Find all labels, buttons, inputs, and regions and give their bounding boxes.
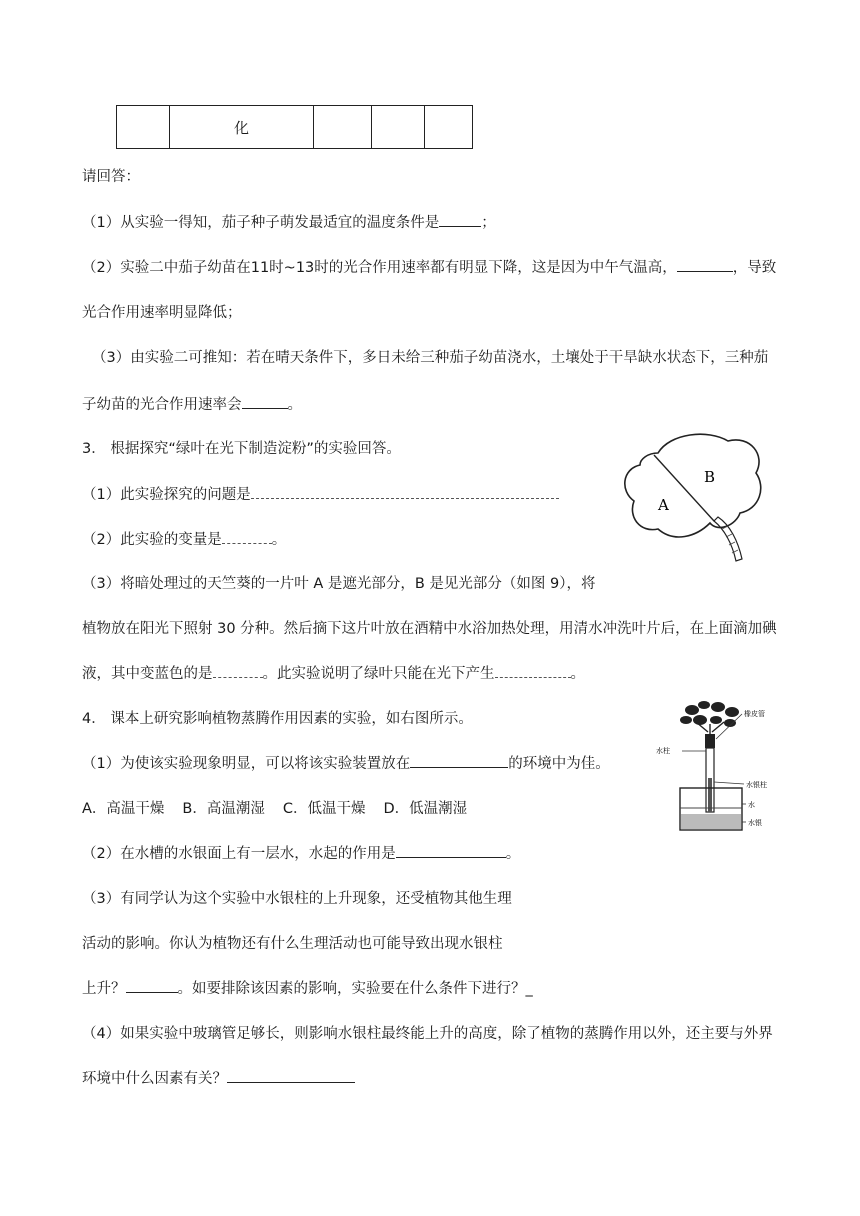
intro-text: 请回答： (82, 169, 140, 185)
question-1 (82, 211, 496, 232)
problem-4-sub-4-line-2 (82, 1067, 355, 1088)
answer-blank[interactable] (126, 992, 178, 993)
question-3-cont-text: 子幼苗的光合作用速率会 (82, 397, 242, 413)
problem-4-sub-2 (82, 842, 520, 863)
question-3-text: （3）由实验二可推知：若在晴天条件下，多日未给三种茄子幼苗浇水，土壤处于干旱缺水状态下，三种茄 (92, 350, 769, 366)
problem-3-sub-3-line-3 (82, 662, 585, 683)
table-row (117, 106, 473, 149)
table-cell: 化 (170, 106, 314, 149)
answer-blank[interactable] (242, 408, 288, 409)
problem-4-sub-2-text: （2）在水槽的水银面上有一层水，水起的作用是 (82, 846, 396, 862)
plant-leaves (680, 701, 739, 727)
label-water-column: 水柱 (656, 747, 670, 755)
experiment-table (116, 105, 473, 149)
label-a: A (658, 496, 669, 514)
problem-3-line-3a: 液，其中变蓝色的是 (82, 666, 213, 682)
problem-4-sub-3: （3）有同学认为这个实验中水银柱的上升现象，还受植物其他生理 (82, 891, 512, 907)
problem-3-sub-1-text: （1）此实验探究的问题是 (82, 487, 251, 503)
label-water: 水 (748, 801, 755, 809)
label-mercury: 水银 (748, 819, 762, 827)
problem-4-sub-4: （4）如果实验中玻璃管足够长，则影响水银柱最终能上升的高度，除了植物的蒸腾作用以外，还主要与外界 (82, 1026, 773, 1042)
problem-4-title: 4． 课本上研究影响植物蒸腾作用因素的实验，如右图所示。 (82, 711, 473, 727)
question-2-text: （2）实验二中茄子幼苗在11时~13时的光合作用速率都有明显下降，这是因为中午气温高， (82, 260, 677, 276)
leaf-stem (714, 517, 742, 561)
problem-4-sub-4-line-2-text: 环境中什么因素有关？ (82, 1071, 227, 1087)
answer-blank[interactable] (213, 677, 263, 678)
answer-blank[interactable] (251, 498, 559, 499)
problem-3-line-3c: 。 (570, 666, 585, 682)
answer-blank[interactable] (410, 767, 508, 768)
question-1-end: ； (481, 215, 496, 231)
problem-3-sub-2-end: 。 (271, 532, 287, 548)
option-d[interactable]: D．低温潮湿 (383, 801, 468, 817)
label-rubber-tube: 橡皮管 (744, 710, 765, 718)
answer-blank[interactable] (227, 1082, 355, 1083)
answer-blank[interactable] (439, 226, 481, 227)
option-a[interactable]: A．高温干燥 (82, 801, 165, 817)
problem-3-sub-2 (82, 528, 286, 549)
option-b[interactable]: B．高温潮湿 (182, 801, 265, 817)
table-cell (425, 106, 473, 149)
problem-3-sub-2-text: （2）此实验的变量是 (82, 532, 222, 548)
problem-4-line-3b: 。如要排除该因素的影响，实验要在什么条件下进行？_ (177, 981, 533, 997)
table-cell (372, 106, 425, 149)
problem-3-title: 3． 根据探究“绿叶在光下制造淀粉”的实验回答。 (82, 441, 401, 457)
problem-4-sub-1 (82, 752, 610, 773)
problem-4-sub-3-line-2: 活动的影响。你认为植物还有什么生理活动也可能导致出现水银柱 (82, 936, 503, 952)
problem-4-sub-2-end: 。 (505, 846, 521, 862)
answer-blank[interactable] (396, 857, 506, 858)
answer-blank[interactable] (495, 677, 571, 678)
problem-3-sub-3: （3）将暗处理过的天竺葵的一片叶 A 是遮光部分，B 是见光部分（如图 9），将 (82, 576, 596, 592)
label-b: B (704, 468, 716, 486)
table-cell (314, 106, 372, 149)
question-3-continuation (82, 393, 302, 414)
problem-3-line-3b: 。此实验说明了绿叶只能在光下产生 (262, 666, 495, 682)
problem-4-sub-3-line-3 (82, 977, 533, 998)
problem-4-sub-1-end: 的环境中为佳。 (508, 756, 610, 772)
question-1-text: （1）从实验一得知，茄子种子萌发最适宜的温度条件是 (82, 215, 440, 231)
problem-4-line-3a: 上升？ (82, 981, 126, 997)
rubber-tube (705, 734, 715, 748)
problem-4-options (82, 797, 485, 818)
mercury-layer (681, 814, 741, 829)
answer-blank[interactable] (222, 543, 272, 544)
problem-3-sub-3-line-2: 植物放在阳光下照射 30 分种。然后摘下这片叶放在酒精中水浴加热处理，用清水冲洗叶片后，在上面滴加碘 (82, 621, 777, 637)
question-3-end: 。 (287, 397, 302, 413)
mercury-column (708, 778, 712, 812)
problem-4-sub-1-text: （1）为使该实验现象明显，可以将该实验装置放在 (82, 756, 411, 772)
table-cell (117, 106, 170, 149)
question-2 (82, 256, 776, 277)
option-c[interactable]: C．低温干燥 (282, 801, 366, 817)
answer-blank[interactable] (677, 271, 733, 272)
problem-3-sub-1 (82, 483, 559, 504)
question-2-continuation: 光合作用速率明显降低； (82, 305, 242, 321)
label-mercury-column: 水银柱 (746, 781, 767, 789)
leaf-diagram (618, 425, 768, 573)
leaf-outline (625, 434, 761, 537)
question-2-end: ，导致 (732, 260, 777, 276)
transpiration-apparatus-diagram (652, 696, 788, 844)
